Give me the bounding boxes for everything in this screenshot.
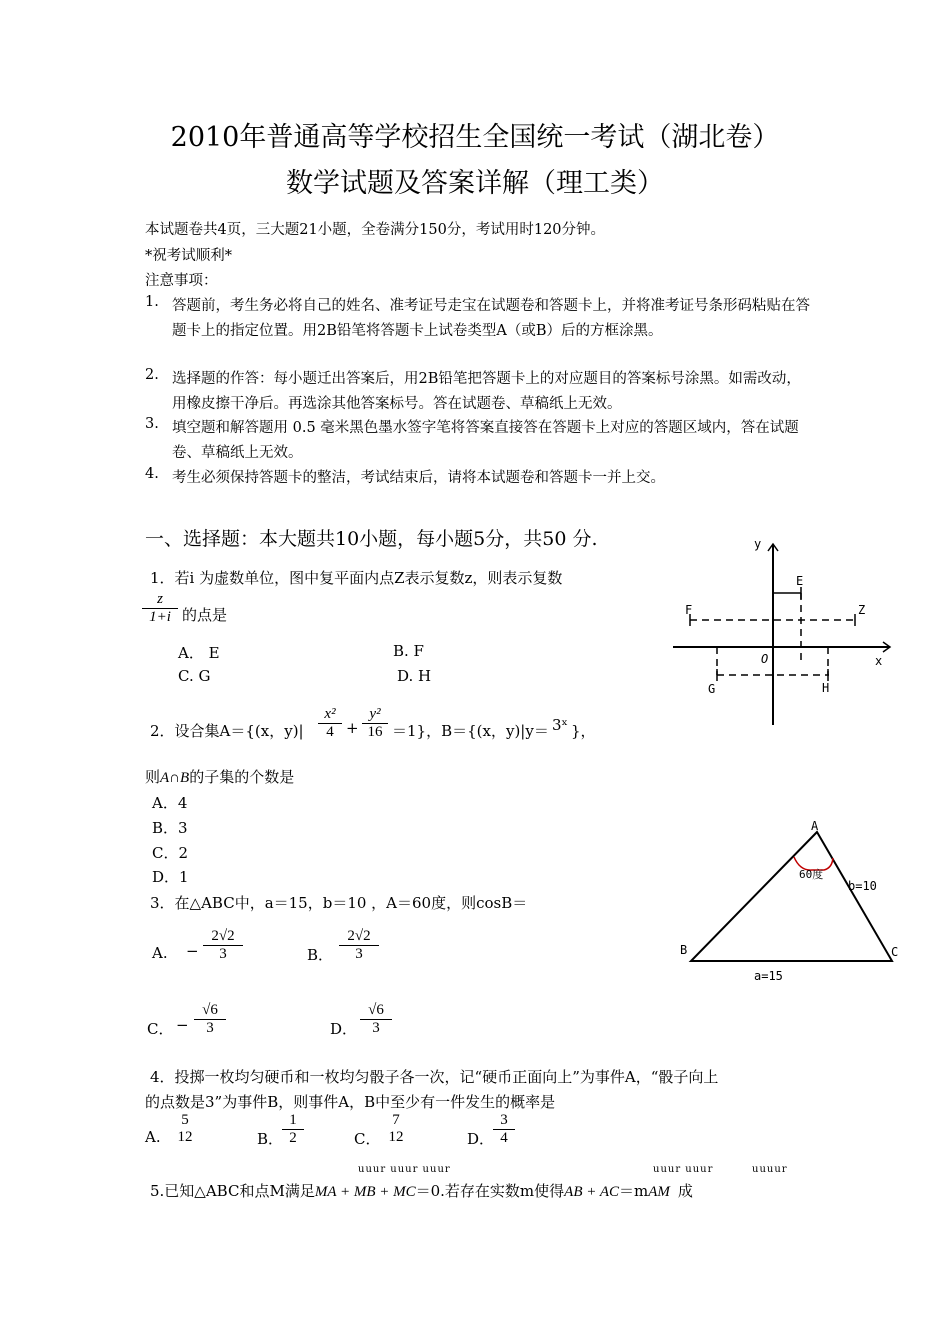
q5-vector-arrows-1: uuur uuur uuur [358, 1164, 451, 1175]
q1-fraction: $\frac{z}{1+i}$ [142, 591, 178, 626]
triangle-abc [691, 832, 892, 961]
q1-option-d: D. H [397, 667, 432, 685]
q2-prefix: 2．设合集A＝{(x，y)| [150, 722, 304, 740]
vertex-c-label: C [891, 945, 899, 959]
q4-option-b-frac: $\frac{1}{2}$ [282, 1112, 304, 1147]
side-a-label: a=15 [754, 969, 783, 983]
q4-line1: 4．投掷一枚均匀硬币和一枚均匀骰子各一次，记“硬币正面向上”为事件A，“骰子向上 [150, 1068, 719, 1086]
q1-stem: 1．若i 为虚数单位，图中复平面内点Z表示复数z，则表示复数 [150, 569, 563, 587]
q3-option-a-label: A. [152, 944, 168, 962]
intro-line2: *祝考试顺利* [145, 248, 232, 264]
page-title [0, 115, 950, 154]
label-f: F [685, 603, 693, 617]
label-e: E [796, 574, 804, 588]
q3-stem: 3．在△ABC中，a＝15，b＝10 ，A＝60度，则cosB＝ [150, 894, 528, 912]
q1-option-c: C. G [178, 667, 211, 685]
label-x: x [875, 654, 883, 668]
label-y: y [754, 537, 762, 551]
q4-option-b-label: B． [257, 1130, 284, 1148]
section-heading: 一、选择题：本大题共10小题，每小题5分，共50 分. [145, 528, 598, 550]
triangle-figure [672, 816, 908, 992]
q2-fraction-y: $\frac{\text{y²}}{16}$ [362, 706, 388, 741]
q2-option-c: C．2 [152, 844, 189, 862]
label-g: G [708, 682, 716, 696]
q3-option-c-frac: $\frac{√6}{3}$ [194, 1002, 226, 1037]
intro-line1: 本试题卷共4页，三大题21小题，全卷满分150分，考试用时120分钟。 [145, 222, 606, 238]
q2-mid: ＝1}，B＝{(x，y)|y＝ [392, 722, 549, 740]
q2-fraction-x: $\frac{\text{x²}}{4}$ [318, 706, 342, 741]
q5-vector-sum: MA + MB + MC [314, 1184, 416, 1200]
q5-vector-arrows-3: uuuur [752, 1164, 788, 1175]
q3-option-a-frac: $\frac{2√2}{3}$ [203, 928, 243, 963]
label-h: H [822, 681, 830, 695]
q4-line2: 的点数是3”为事件B，则事件A，B中至少有一件发生的概率是 [145, 1093, 556, 1111]
q3-option-b-frac: $\frac{2√2}{3}$ [339, 928, 379, 963]
q2-option-a: A．4 [152, 794, 188, 812]
intro-line3: 注意事项： [145, 273, 218, 289]
page-subtitle [0, 161, 950, 200]
label-o: O [761, 652, 769, 666]
q3-option-d-frac: $\frac{√6}{3}$ [360, 1002, 392, 1037]
label-z: Z [858, 603, 866, 617]
q4-option-c-label: C． [354, 1130, 381, 1148]
q2-suffix: }， [571, 722, 596, 740]
title-line2: 数学试题及答案详解（理工类） [286, 168, 664, 199]
q4-option-c-frac: 7 12 [388, 1112, 404, 1145]
q5-vector-ab-ac: AB + AC [564, 1184, 620, 1200]
angle-label: 60度 [799, 868, 824, 881]
q1-stem2: 的点是 [182, 606, 228, 624]
q4-option-d-label: D． [467, 1130, 495, 1148]
q3-option-d-label: D． [330, 1020, 358, 1038]
q1-option-b: B. F [393, 642, 424, 660]
q2-option-d: D．1 [152, 868, 189, 886]
q4-option-a-label: A. [145, 1128, 161, 1146]
q3-option-b-label: B． [307, 946, 334, 964]
q2-exp: 3ˣ [552, 716, 568, 734]
vertex-b-label: B [680, 943, 688, 957]
q2-plus: + [346, 719, 359, 737]
side-b-label: b=10 [848, 879, 877, 893]
q4-option-a-frac: 5 12 [177, 1112, 193, 1145]
complex-plane-figure [668, 530, 898, 730]
q5-line: 5.已知△ABC和点M满足MA + MB + MC＝0.若存在实数m使得AB + AC＝mAM 成 [150, 1182, 693, 1200]
q3-option-c-label: C． [147, 1020, 174, 1038]
q5-vector-arrows-2: uuur uuur [653, 1164, 714, 1175]
q1-option-a: A． E [178, 644, 220, 662]
q3-option-a-sign: − [186, 942, 199, 960]
title-line1: 2010年普通高等学校招生全国统一考试（湖北卷） [170, 122, 780, 153]
q2-line2: 则A∩B的子集的个数是 [145, 768, 295, 786]
q4-option-d-frac: $\frac{3}{4}$ [493, 1112, 515, 1147]
q5-vector-am: AM [648, 1184, 670, 1200]
q2-option-b: B．3 [152, 819, 188, 837]
q3-option-c-sign: − [176, 1016, 189, 1034]
vertex-a-label: A [811, 819, 819, 833]
